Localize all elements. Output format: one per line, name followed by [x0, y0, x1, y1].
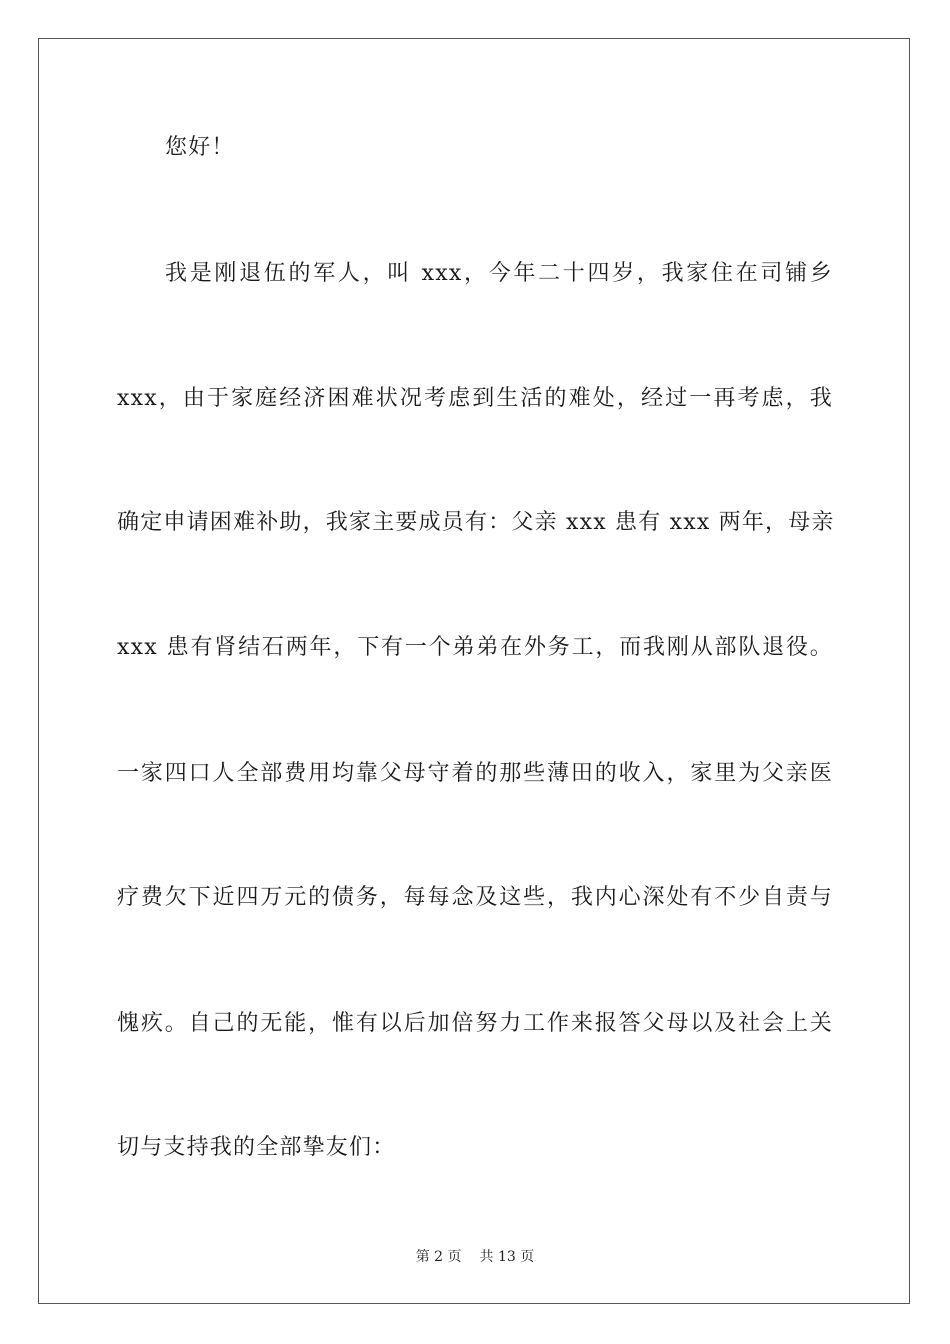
body-line-6: 疗费欠下近四万元的债务，每每念及这些，我内心深处有不少自责与 — [117, 885, 833, 910]
body-line-3: 确定申请困难补助，我家主要成员有：父亲 xxx 患有 xxx 两年，母亲 — [117, 510, 835, 535]
body-line-7: 愧疚。自己的无能，惟有以后加倍努力工作来报答父母以及社会上关 — [117, 1011, 833, 1036]
page-border — [38, 38, 910, 1304]
body-line-2: xxx，由于家庭经济困难状况考虑到生活的难处，经过一再考虑，我 — [117, 386, 833, 411]
body-line-4: xxx 患有肾结石两年，下有一个弟弟在外务工，而我刚从部队退役。 — [117, 635, 833, 660]
body-line-8: 切与支持我的全部挚友们： — [117, 1135, 396, 1160]
page-footer — [0, 1247, 950, 1267]
greeting-line: 您好！ — [165, 135, 235, 160]
page-number: 第 2 页 — [415, 1249, 462, 1265]
body-line-1: 我是刚退伍的军人，叫 xxx，今年二十四岁，我家住在司铺乡 — [165, 261, 833, 286]
body-line-5: 一家四口人全部费用均靠父母守着的那些薄田的收入，家里为父亲医 — [117, 761, 833, 786]
page-total: 共 13 页 — [479, 1249, 535, 1265]
